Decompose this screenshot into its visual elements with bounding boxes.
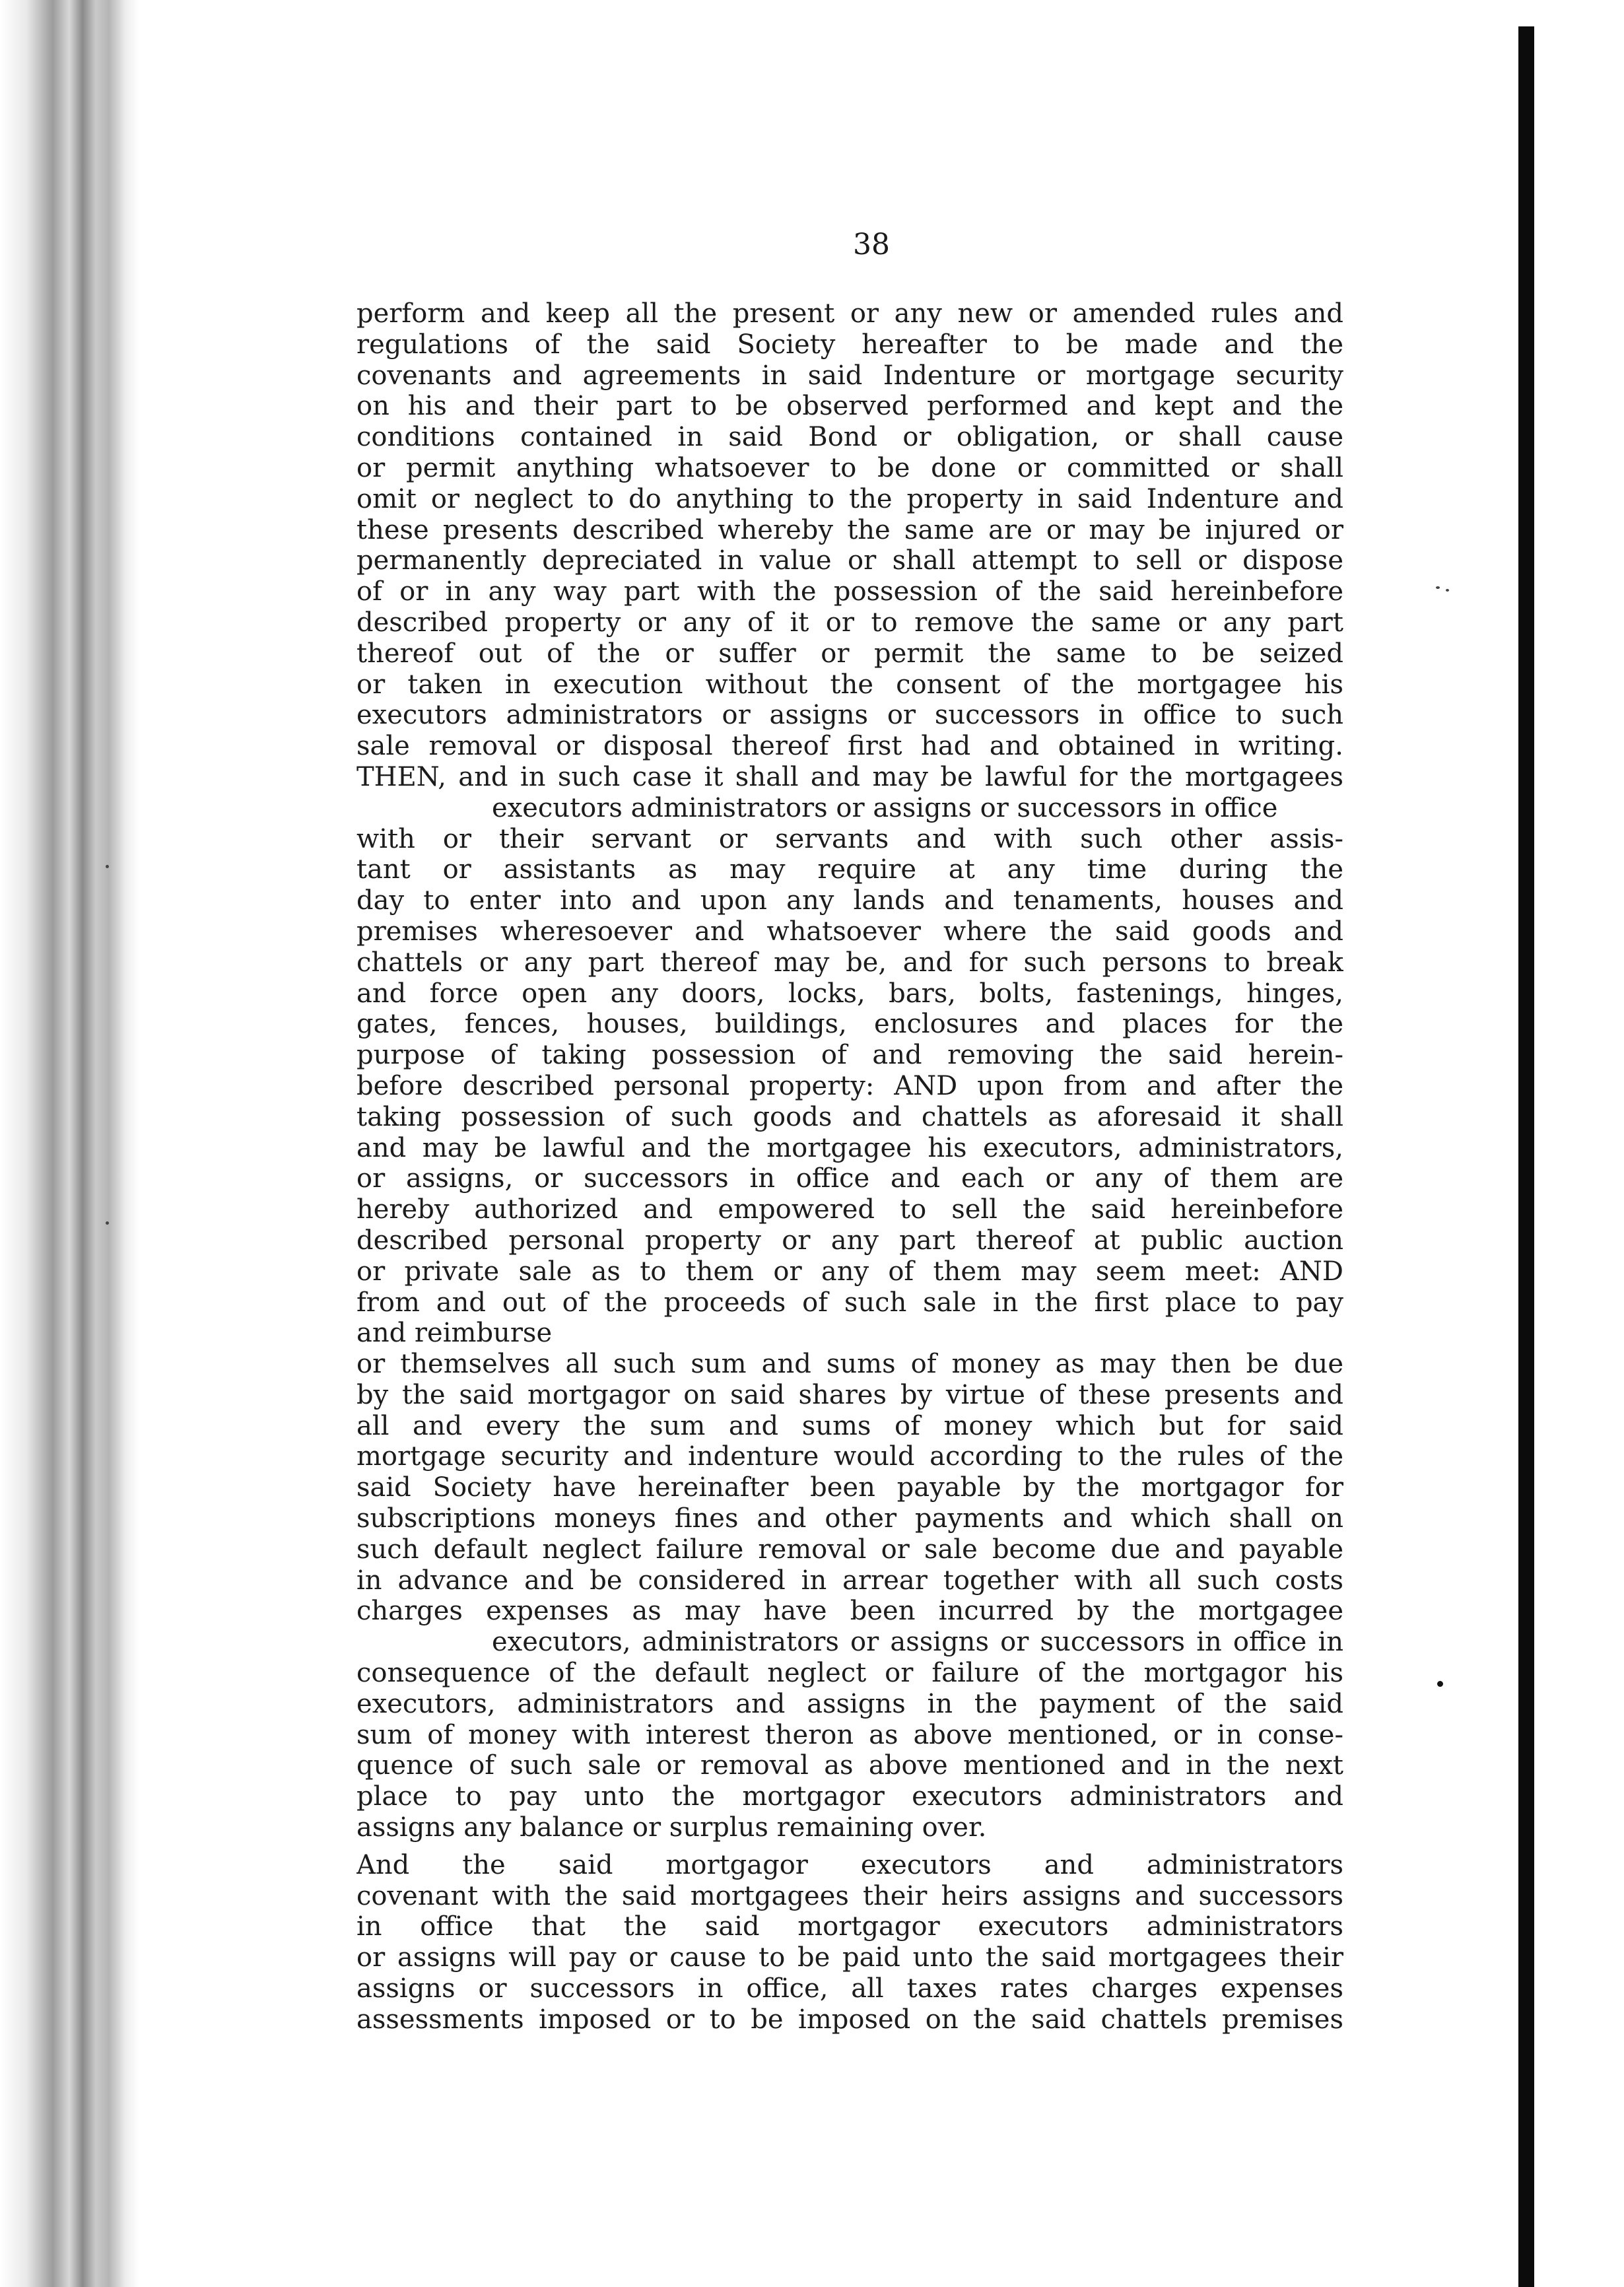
text-line: gates, fences, houses, buildings, enclosures and places for the bbox=[356, 1009, 1343, 1040]
text-line: thereof out of the or suffer or permit the same to be seized bbox=[356, 638, 1343, 669]
text-line: chattels or any part thereof may be, and for such persons to break bbox=[356, 947, 1343, 978]
text-line: tant or assistants as may require at any time during the bbox=[356, 854, 1343, 885]
page-binding-edge bbox=[0, 0, 139, 2287]
text-line: on his and their part to be observed performed and kept and the bbox=[356, 391, 1343, 422]
text-line: or private sale as to them or any of them may seem meet: AND bbox=[356, 1256, 1343, 1287]
text-line: covenant with the said mortgagees their heirs assigns and successors bbox=[356, 1880, 1343, 1911]
text-line: or assigns, or successors in office and each or any of them are bbox=[356, 1163, 1343, 1194]
text-line: from and out of the proceeds of such sale in the first place to pay bbox=[356, 1287, 1343, 1318]
text-line: in advance and be considered in arrear together with all such costs bbox=[356, 1565, 1343, 1596]
text-line: omit or neglect to do anything to the property in said Indenture and bbox=[356, 483, 1343, 514]
text-line: such default neglect failure removal or sale become due and payable bbox=[356, 1534, 1343, 1565]
text-line: or assigns will pay or cause to be paid unto the said mortgagees their bbox=[356, 1942, 1343, 1973]
text-line: executors administrators or assigns or successors in office to such bbox=[356, 700, 1343, 731]
text-line: hereby authorized and empowered to sell the said hereinbefore bbox=[356, 1194, 1343, 1225]
text-line: described personal property or any part thereof at public auction bbox=[356, 1225, 1343, 1256]
text-line: place to pay unto the mortgagor executors administrators and bbox=[356, 1781, 1343, 1812]
text-line: sum of money with interest theron as above mentioned, or in conse- bbox=[356, 1719, 1343, 1750]
text-line: quence of such sale or removal as above mentioned and in the next bbox=[356, 1750, 1343, 1781]
text-line: conditions contained in said Bond or obligation, or shall cause bbox=[356, 422, 1343, 453]
text-line: or themselves all such sum and sums of money as may then be due bbox=[356, 1349, 1343, 1380]
text-line: by the said mortgagor on said shares by virtue of these presents and bbox=[356, 1379, 1343, 1410]
scan-speck bbox=[106, 1221, 109, 1225]
text-line: taking possession of such goods and chattels as aforesaid it shall bbox=[356, 1101, 1343, 1132]
text-line: covenants and agreements in said Indenture or mortgage security bbox=[356, 360, 1343, 391]
text-line: sale removal or disposal thereof first had and obtained in writing. bbox=[356, 731, 1343, 762]
text-line: described property or any of it or to remove the same or any part bbox=[356, 607, 1343, 638]
text-line: assigns any balance or surplus remaining over. bbox=[356, 1812, 987, 1843]
text-line: purpose of taking possession of and removing the said herein- bbox=[356, 1040, 1343, 1071]
text-line: regulations of the said Society hereafter to be made and the bbox=[356, 329, 1343, 360]
text-line: before described personal property: AND upon from and after the bbox=[356, 1070, 1343, 1101]
text-line: and force open any doors, locks, bars, bolts, fastenings, hinges, bbox=[356, 978, 1343, 1009]
text-line: premises wheresoever and whatsoever where the said goods and bbox=[356, 916, 1343, 947]
text-line: perform and keep all the present or any new or amended rules and bbox=[356, 298, 1343, 329]
text-line: executors administrators or assigns or successors in office bbox=[492, 792, 1278, 823]
text-line: and may be lawful and the mortgagee his executors, administrators, bbox=[356, 1132, 1343, 1163]
text-line: assessments imposed or to be imposed on the said chattels premises bbox=[356, 2004, 1343, 2035]
text-line: subscriptions moneys fines and other payments and which shall on bbox=[356, 1503, 1343, 1534]
scan-speck bbox=[1446, 589, 1449, 592]
text-line: executors, administrators and assigns in the payment of the said bbox=[356, 1688, 1343, 1719]
facing-page-edge bbox=[1518, 26, 1534, 2287]
text-line: THEN, and in such case it shall and may be lawful for the mortgagees bbox=[356, 761, 1343, 792]
text-line: consequence of the default neglect or failure of the mortgagor his bbox=[356, 1658, 1343, 1689]
text-line: in office that the said mortgagor executors administrators bbox=[356, 1911, 1343, 1942]
text-line: these presents described whereby the same are or may be injured or bbox=[356, 514, 1343, 545]
text-line: of or in any way part with the possession of the said hereinbefore bbox=[356, 576, 1343, 607]
text-line: day to enter into and upon any lands and tenaments, houses and bbox=[356, 885, 1343, 916]
text-line: said Society have hereinafter been payable by the mortgagor for bbox=[356, 1472, 1343, 1503]
paragraph-gap bbox=[356, 1843, 1343, 1850]
scan-speck bbox=[1437, 1681, 1443, 1687]
scan-speck bbox=[106, 865, 109, 868]
text-line: assigns or successors in office, all taxes rates charges expenses bbox=[356, 1973, 1343, 2004]
text-line: executors, administrators or assigns or successors in office in bbox=[492, 1627, 1343, 1658]
body-text bbox=[356, 298, 1343, 2035]
text-line: or permit anything whatsoever to be done or committed or shall bbox=[356, 452, 1343, 483]
text-line: mortgage security and indenture would according to the rules of the bbox=[356, 1441, 1343, 1472]
text-line: with or their servant or servants and with such other assis- bbox=[356, 823, 1343, 854]
text-line: charges expenses as may have been incurred by the mortgagee bbox=[356, 1596, 1343, 1627]
text-line: all and every the sum and sums of money which but for said bbox=[356, 1410, 1343, 1441]
text-line: and reimburse bbox=[356, 1318, 553, 1349]
page-number: 38 bbox=[853, 228, 890, 261]
text-line: permanently depreciated in value or shall attempt to sell or dispose bbox=[356, 545, 1343, 576]
scan-speck bbox=[1436, 586, 1440, 589]
text-line: or taken in execution without the consent of the mortgagee his bbox=[356, 669, 1343, 700]
text-line: And the said mortgagor executors and administrators bbox=[356, 1849, 1343, 1880]
